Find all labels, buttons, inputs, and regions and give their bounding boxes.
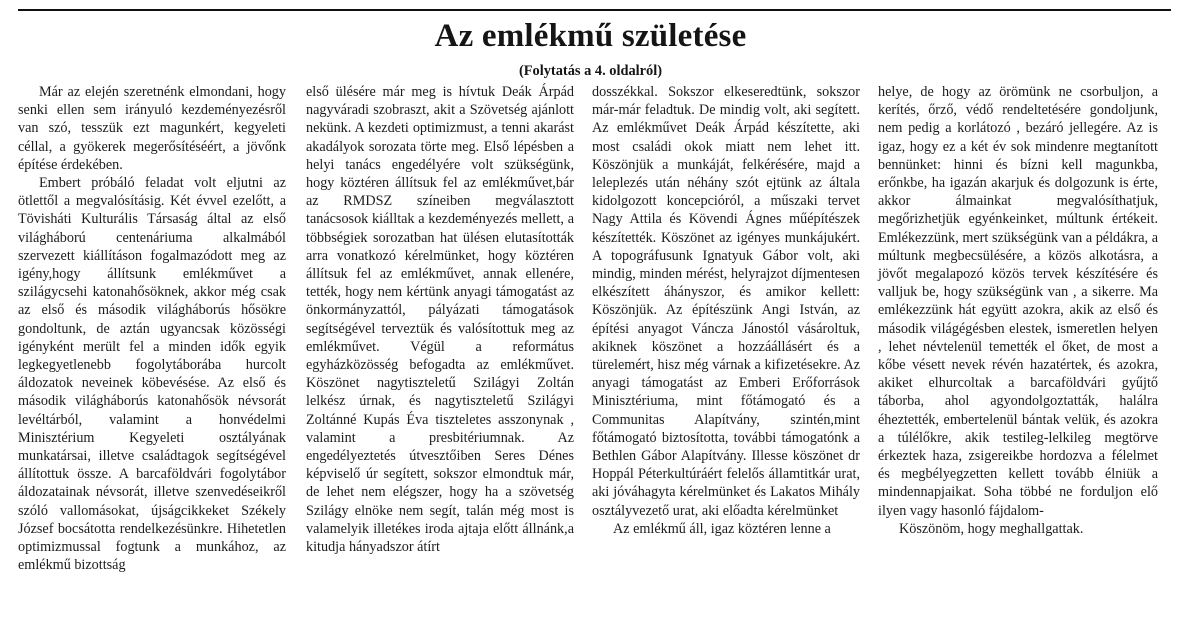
- paragraph: Az emlékmű áll, igaz köztéren lenne a: [613, 520, 831, 537]
- paragraph: Embert próbáló feladat volt eljutni az ötlettől a megvalósításig. Két évvel ezelőtt, a Tövisháti Kulturális Társaság által az első világháború centenáriuma alkalmából szervezett kiállításon fogalmazódott meg az igény,hogy állítsunk emlékművet a szilágycsehi katonahősöknek, akkor még csak az első és második világháborús hősökre gondoltunk, de aztán ugyancsak közösségi igényként merült fel a minden idők egyik legkegyetlenebb fogolytáborába hurcolt áldozatok neveinek köbevésése. Az első és második világháborús katonahősök névsorát levéltárból, valamint a honvédelmi Minisztérium Kegyeleti osztályának munkatársai, illetve családtagok segítségével állítottuk össze. A barcaföldvári fogolytábor áldozatainak névsorát, illetve szenvedéseikről szóló vallomásokat, újságcikkeket Székely József bocsátotta rendelkezésünkre. Hihetetlen optimizmussal fogtunk a munkához, az emlékmű bizottság: [18, 175, 286, 574]
- article-title: Az emlékmű születése: [434, 18, 747, 54]
- paragraph: dosszékkal. Sokszor elkeseredtünk, sokszor már-már feladtuk. De mindig volt, aki segített. Az emlékművet Deák Árpád készítette, aki most családi okok miatt nem lehet itt. Köszönjük a munkáját, felkérésére, majd a leleplezés után néhány szót ejtünk az általa kidolgozott koncepcióról, a műszaki tervet Nagy Attila és Kövendi Ágnes műépítészek készítették. Köszönet az igényes munkájukért. A topográfusunk Ignatyuk Gábor volt, aki mindig, minden mérést, helyrajzot díjmentesen elkészített áhányszor, és amikor kellett: Köszönjük. Az építészünk Angi István, az építési anyagot Váncza Jánostól vásároltuk, akiknek köszönet a hozzáállásért és a türelemért, hisz még várnak a kifizetésekre. Az anyagi támogatást az Emberi Erőforrások Minisztériuma, mint főtámogató és a Communitas Alapítvány, szintén,mint főtámogató biztosította, további támogatónk a Bethlen Gábor Alapítvány. Illesse köszönet dr Hoppál Péterkultúráért felelős államtitkár urat, aki jóváhagyta kérelmünket és Lakatos Mihály osztályvezető urat, aki előadta kérelmünket: [592, 84, 860, 519]
- top-rule-corner: [1101, 9, 1171, 17]
- closing-line: Köszönöm, hogy meghallgattak.: [899, 520, 1084, 537]
- column-4: [878, 83, 1158, 538]
- paragraph: első ülésére már meg is hívtuk Deák Árpád nagyváradi szobraszt, akit a Szövetség ajánlott nekünk. A kezdeti optimizmust, a tenni akarást akadályok sorozata törte meg. Első lépésben a helyi tanács engedélyére volt szükségünk, hogy köztéren állítsuk fel az emlékművet,bár az RMDSZ színeiben megválasztott tanácsosok kiálltak a kezdeményezés mellett, a többségiek sorozatban hat ülésen elutasították arra vonatkozó kérelmünket, hogy köztéren állítsuk fel az emlékművet, annak ellenére, tették, hogy nem kértünk anyagi támogatást az önkormányzattól, pályázati támogatások segítségével terveztük és valósítottuk meg az emlékművet. Végül a református egyházközösség befogadta az emlékművet. Köszönet nagytiszteletű Szilágyi Zoltán lelkész úrnak, és nagytiszteletű Szilágyi Zoltánné Kupás Éva tiszteletes asszonynak , valamint a presbitériumnak. Az engedélyeztetés útvesztőiben Seres Dénes képviselő úr segített, sokszor elmondtuk már, de lehet nem elégszer, hogy ha a szövetség Szilágy elnöke nem segít, talán még most is valamelyik illetékes iroda ajtaja előtt állnánk,a kitudja hányadszor átírt: [306, 84, 574, 556]
- article-subtitle: (Folytatás a 4. oldalról): [518, 63, 663, 79]
- top-rule: [18, 9, 1171, 11]
- column-3: [592, 83, 860, 538]
- paragraph: helye, de hogy az örömünk ne csorbuljon, a kerítés, őrző, védő rendeltetésére gondoljunk, nem pedig a korlátozó , bezáró jellegére. Az is igaz, hogy ez a két év sok mindenre megtanított bennünket: hinni és bízni kell magunkba, erőnkbe, ha igazán akarjuk és dolgozunk is érte, akkor álmainkat megvalósíthatjuk, megőrizhetjük egyénkeinket, múltunk értékeit. Emlékezzünk, mert szükségünk van a példákra, a múltunk megbecsülésére, a közös alkotásra, a jövőt megalapozó közös tervek készítésére és valljuk be, hogy szükségünk van , a sikerre. Ma emlékezzünk hát együtt azokra, akik az első és második világégésben elestek, ismeretlen helyen , lehet névtelenül temették el őket, de most a kőbe vésett nevek révén hazatértek, és azokra, akiket elhurcoltak a barcaföldvári gyűjtő táborba, ahol agyondolgoztatták, halálra éheztették, embertelenül bántak velük, és azokra a túlélőkre, akik testileg-lelkileg megtörve érkeztek haza, zsigereikbe hordozva a félelmet és megbélyegzetten kellett tovább élniük a mindennapjaikat. Soha többé ne forduljon elő ilyen vagy hasonló fájdalom-: [878, 84, 1158, 519]
- paragraph: Már az elején szeretnénk elmondani, hogy senki ellen sem irányuló kezdeményezésről van szó, tesszük ezt magunkért, kegyeleti céllal, a gyökerek megerősítéséért, a jövőnk építése érdekében.: [18, 84, 286, 173]
- column-2: [306, 83, 574, 556]
- column-1: [18, 83, 286, 574]
